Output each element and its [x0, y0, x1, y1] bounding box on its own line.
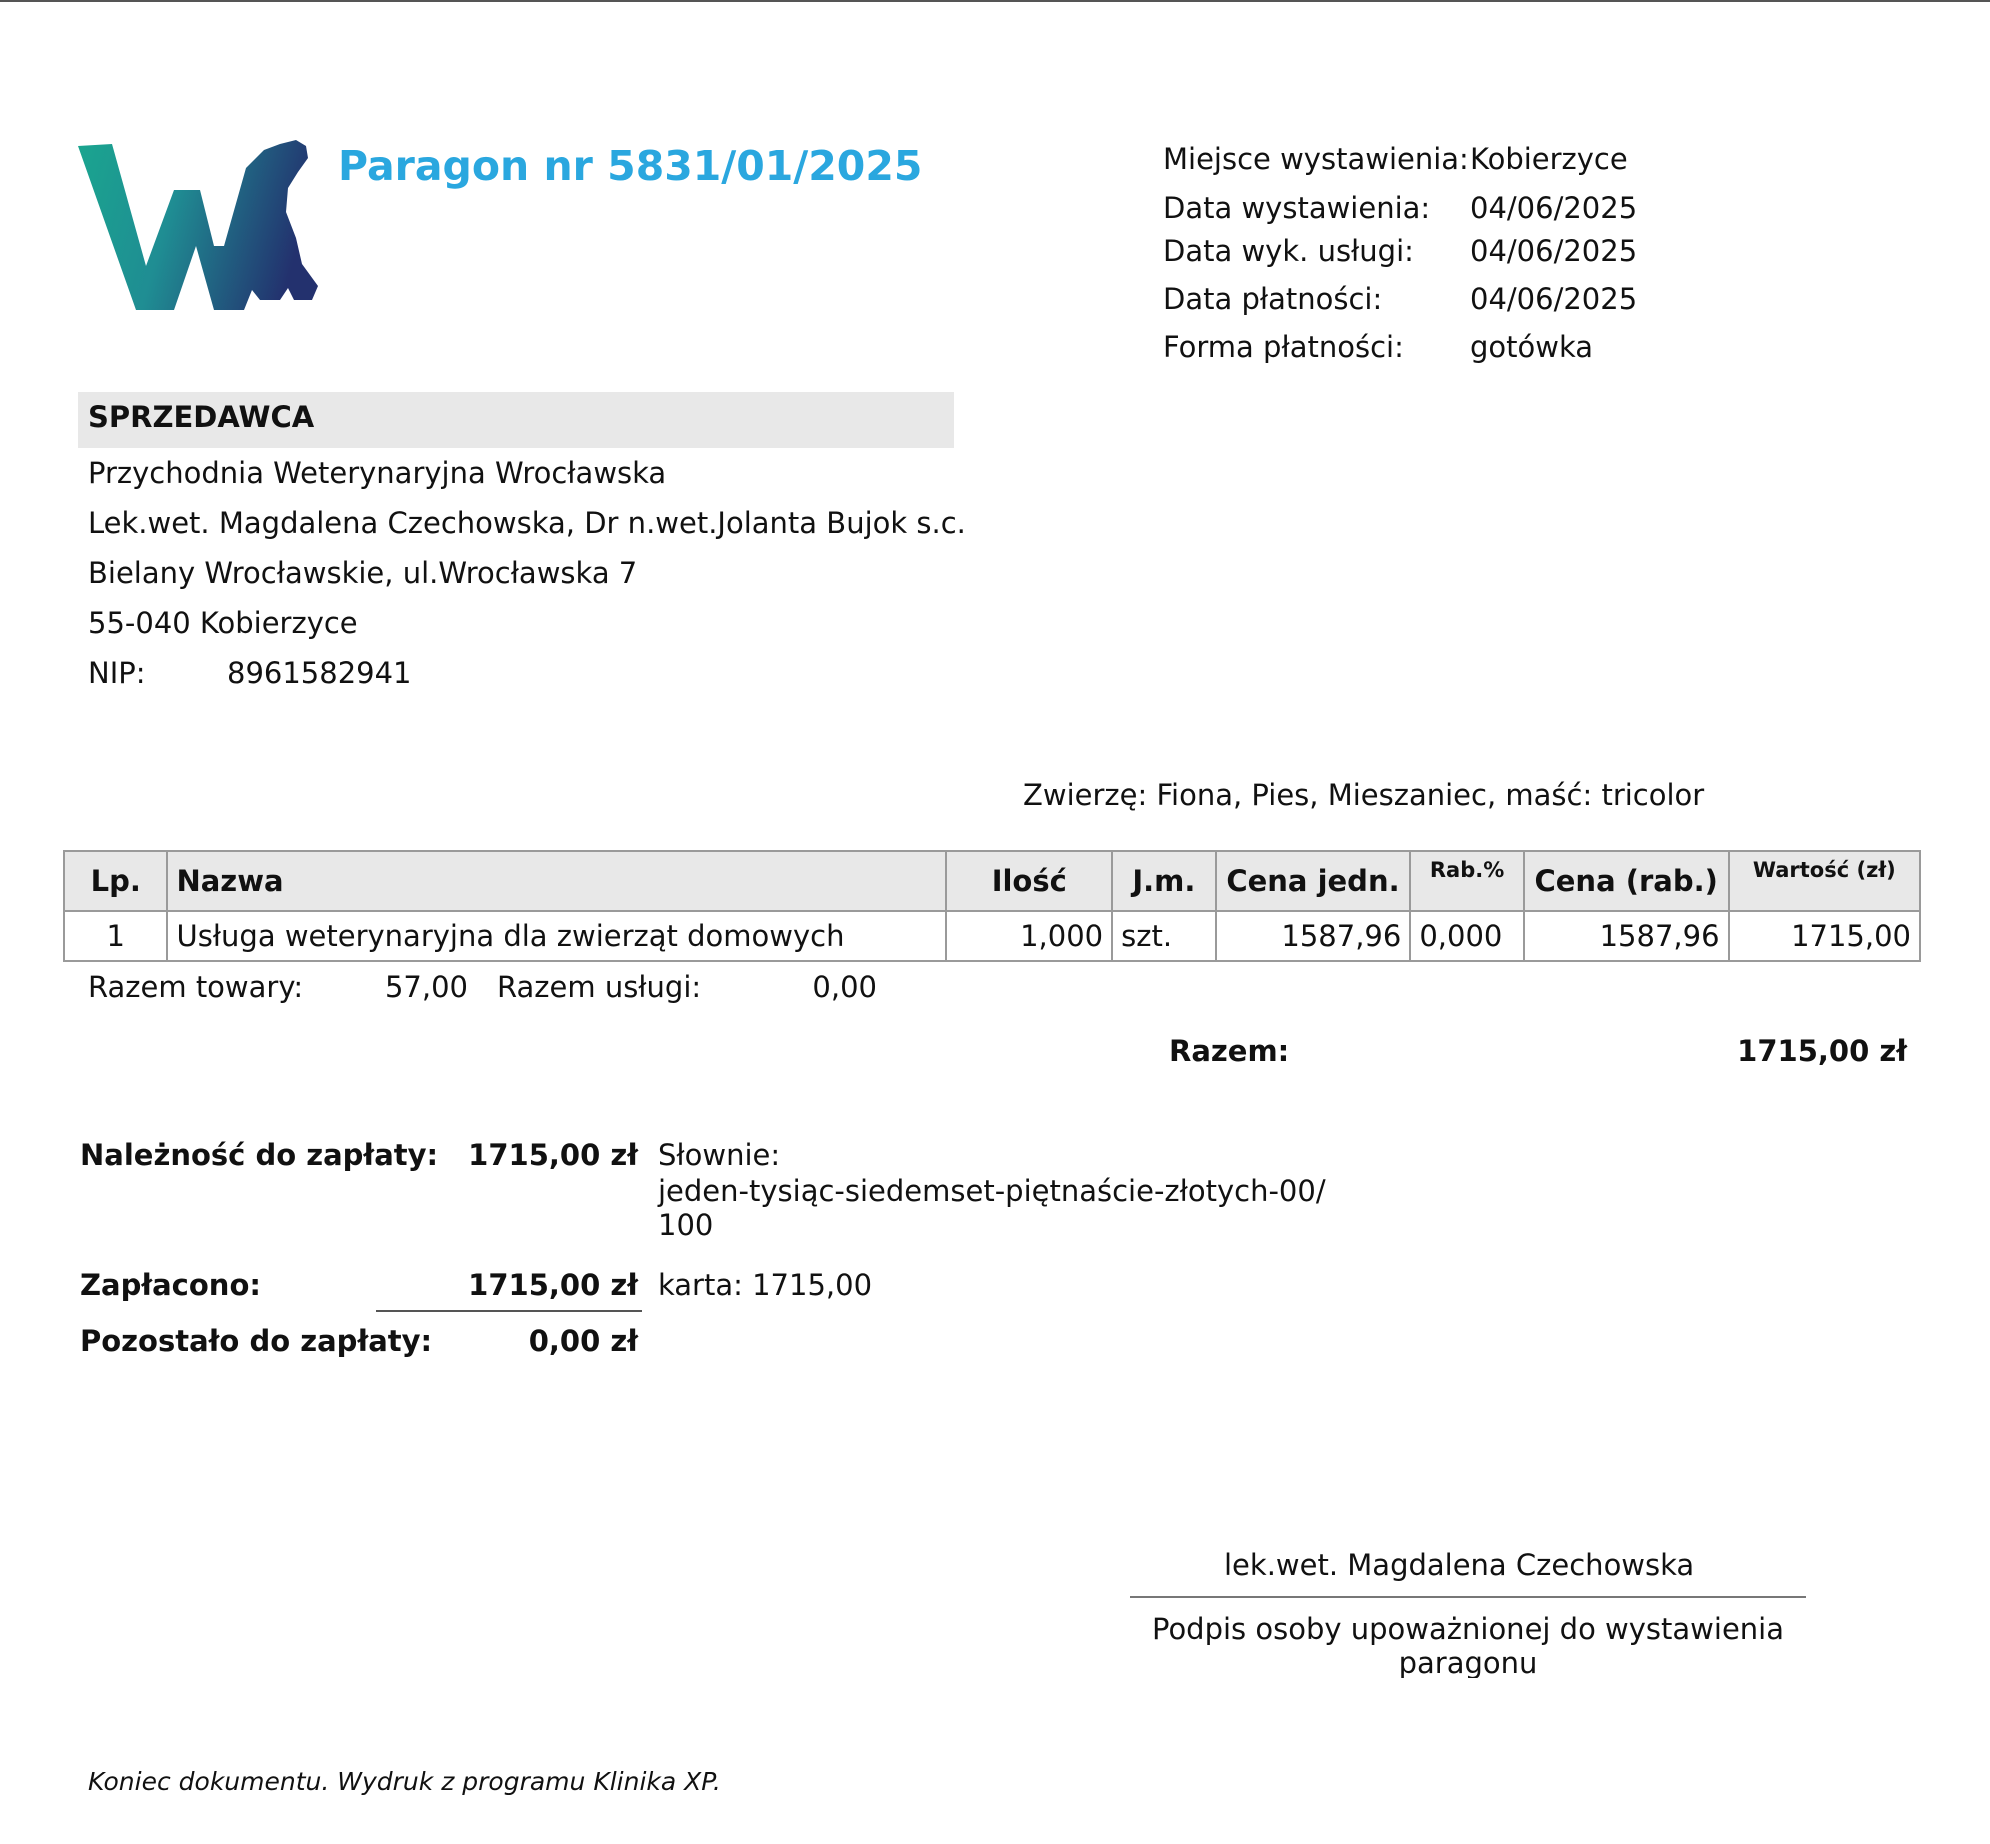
remaining-value: 0,00 zł — [528, 1324, 638, 1358]
paid-value: 1715,00 zł — [468, 1268, 638, 1302]
seller-nip-label: NIP: — [88, 656, 146, 690]
meta-label-payment-form: Forma płatności: — [1163, 330, 1404, 364]
grand-total-label: Razem: — [1169, 1034, 1290, 1068]
table-header-row — [64, 851, 1920, 911]
vet-clinic-logo — [74, 138, 324, 313]
col-header-wartosc: Wartość (zł) — [1729, 851, 1920, 911]
meta-value-place: Kobierzyce — [1470, 142, 1628, 176]
seller-street: Bielany Wrocławskie, ul.Wrocławska 7 — [88, 556, 638, 590]
cell-lp: 1 — [64, 911, 167, 961]
col-header-cena-jedn: Cena jedn. — [1216, 851, 1411, 911]
col-header-cena-rab: Cena (rab.) — [1524, 851, 1729, 911]
col-header-nazwa: Nazwa — [167, 851, 946, 911]
seller-heading: SPRZEDAWCA — [88, 400, 315, 434]
cell-jm: szt. — [1112, 911, 1215, 961]
goods-total-value: 57,00 — [384, 970, 468, 1004]
amount-due-value: 1715,00 zł — [468, 1138, 638, 1172]
col-header-ilosc: Ilość — [946, 851, 1112, 911]
meta-label-service-date: Data wyk. usługi: — [1163, 234, 1414, 268]
cell-cena-jedn: 1587,96 — [1216, 911, 1411, 961]
seller-city: 55-040 Kobierzyce — [88, 606, 358, 640]
meta-label-issue-date: Data wystawienia: — [1163, 191, 1431, 225]
meta-value-service-date: 04/06/2025 — [1470, 234, 1638, 268]
animal-info: Zwierzę: Fiona, Pies, Mieszaniec, maść: tricolor — [1023, 778, 1705, 812]
amount-in-words-line1: jeden-tysiąc-siedemset-piętnaście-złotych-00/ — [658, 1174, 1326, 1208]
meta-value-issue-date: 04/06/2025 — [1470, 191, 1638, 225]
grand-total-value: 1715,00 zł — [1737, 1034, 1907, 1068]
cell-wartosc: 1715,00 — [1729, 911, 1920, 961]
paid-label: Zapłacono: — [80, 1268, 261, 1302]
card-payment: karta: 1715,00 — [658, 1268, 873, 1302]
seller-nip-value: 8961582941 — [227, 656, 412, 690]
meta-value-payment-form: gotówka — [1470, 330, 1594, 364]
items-table — [63, 850, 1921, 962]
goods-total-label: Razem towary: — [88, 970, 304, 1004]
services-total-value: 0,00 — [812, 970, 877, 1004]
col-header-jm: J.m. — [1112, 851, 1215, 911]
signature-caption: Podpis osoby upoważnionej do wystawienia paragonu — [1151, 1612, 1785, 1678]
receipt-title: Paragon nr 5831/01/2025 — [338, 142, 923, 190]
amount-due-label: Należność do zapłaty: — [80, 1138, 439, 1172]
cell-nazwa: Usługa weterynaryjna dla zwierząt domowych — [167, 911, 946, 961]
amount-in-words-line2: 100 — [658, 1208, 714, 1242]
cell-rabat: 0,000 — [1410, 911, 1523, 961]
col-header-lp: Lp. — [64, 851, 167, 911]
meta-label-place: Miejsce wystawienia: — [1163, 142, 1469, 176]
seller-owners: Lek.wet. Magdalena Czechowska, Dr n.wet.Jolanta Bujok s.c. — [88, 506, 966, 540]
table-row — [64, 911, 1920, 961]
services-total-label: Razem usługi: — [497, 970, 702, 1004]
paid-underline — [376, 1310, 642, 1312]
signatory-name: lek.wet. Magdalena Czechowska — [1224, 1548, 1695, 1582]
signature-line — [1130, 1596, 1806, 1598]
remaining-label: Pozostało do zapłaty: — [80, 1324, 433, 1358]
cell-ilosc: 1,000 — [946, 911, 1112, 961]
document-footer: Koniec dokumentu. Wydruk z programu Klinika XP. — [88, 1767, 721, 1796]
meta-value-payment-date: 04/06/2025 — [1470, 282, 1638, 316]
col-header-rabat: Rab.% — [1410, 851, 1523, 911]
seller-name: Przychodnia Weterynaryjna Wrocławska — [88, 456, 667, 490]
top-border — [0, 0, 1990, 2]
cell-cena-rab: 1587,96 — [1524, 911, 1729, 961]
meta-label-payment-date: Data płatności: — [1163, 282, 1383, 316]
amount-in-words-label: Słownie: — [658, 1138, 781, 1172]
